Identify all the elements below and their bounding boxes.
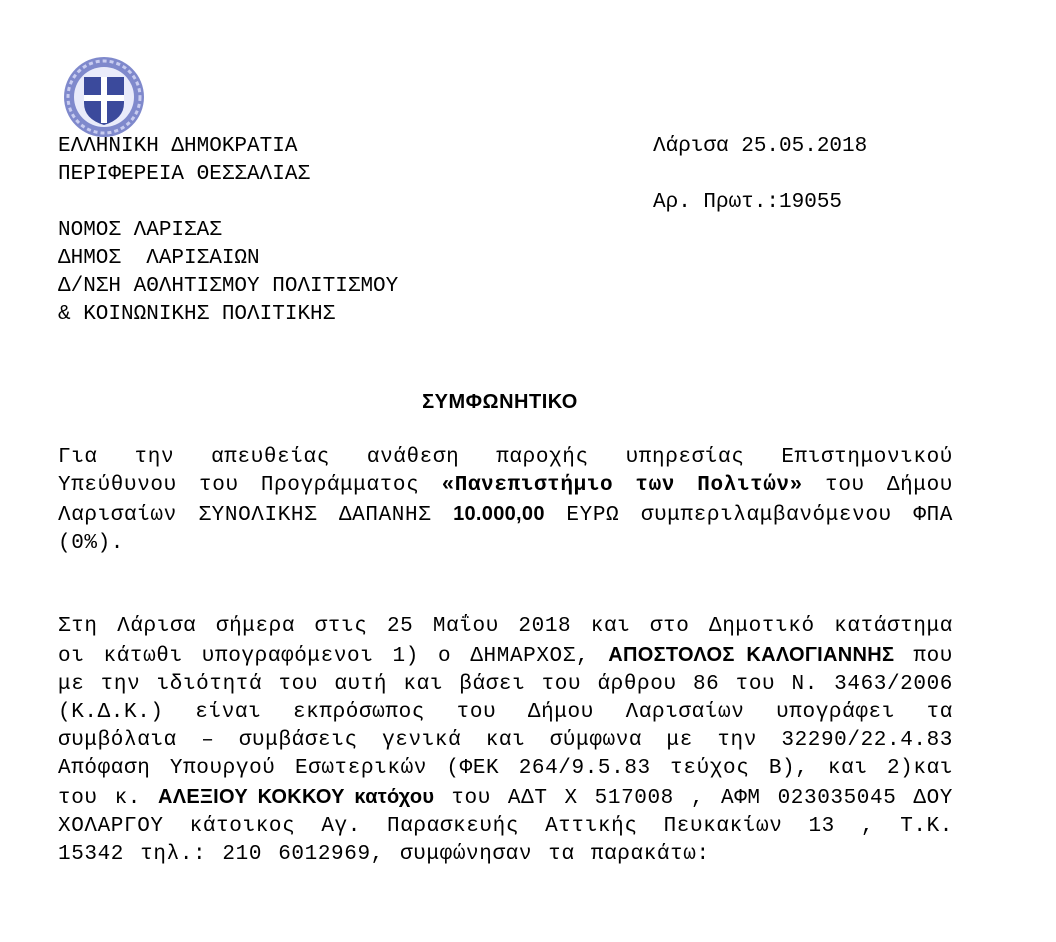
body-text-3: του ΑΔΤ Χ 517008 , ΑΦΜ 023035045 ΔΟΥ ΧΟΛΑΡΓΟΥ κάτοικος Αγ. Παρασκευής Αττικής Πευκακίων 13 , Τ.Κ. 15342 τηλ.: 210 6012969, συμφώνησαν τα παρακάτω: [58, 787, 953, 866]
contractor-name: ΑΛΕΞΙΟΥ ΚΟΚΚΟΥ κατόχου [157, 786, 435, 808]
coat-of-arms-icon [62, 55, 146, 139]
issuer-line-2: ΠΕΡΙΦΕΡΕΙΑ ΘΕΣΣΑΛΙΑΣ [58, 163, 311, 186]
body-text-1: Στη Λάρισα σήμερα στις 25 Μαΐου 2018 και στο Δημοτικό κατάστημα οι κάτωθι υπογραφόμενοι 1) ο ΔΗΜΑΡΧΟΣ, [58, 615, 953, 668]
protocol-number: Αρ. Πρωτ.:19055 [653, 191, 843, 214]
document-title: ΣΥΜΦΩΝΗΤΙΚΟ [422, 391, 578, 413]
body-paragraph [58, 613, 953, 869]
intro-text-1: Για την απευθείας ανάθεση παροχής υπηρεσίας Επιστημονικού Υπεύθυνου του Προγράμματος [58, 446, 953, 497]
program-name: «Πανεπιστήμιο των Πολιτών» [441, 474, 803, 497]
body-text-2: που με την ιδιότητά του αυτή και βάσει του άρθρου 86 του Ν. 3463/2006 (Κ.Δ.Κ.) είναι εκπρόσωπος του Δήμου Λαρισαίων υπογράφει τα συμβόλαια – συμβάσεις γενικά και σύμφωνα με την 32290/22.4.83 Απόφαση Υπουργού Εσωτερικών (ΦΕΚ 264/9.5.83 τεύχος Β), και 2)και του κ. [58, 645, 953, 810]
intro-paragraph [58, 444, 953, 558]
mayor-name: ΑΠΟΣΤΟΛΟΣ ΚΑΛΟΓΙΑΝΝΗΣ [608, 644, 895, 666]
issuer-line-1: ΕΛΛΗΝΙΚΗ ΔΗΜΟΚΡΑΤΙΑ [58, 135, 298, 158]
issuer-line-3: ΝΟΜΟΣ ΛΑΡΙΣΑΣ [58, 219, 222, 242]
intro-text-2: του Δήμου Λαρισαίων ΣΥΝΟΛΙΚΗΣ ΔΑΠΑΝΗΣ [58, 474, 953, 527]
issuer-line-5: Δ/ΝΣΗ ΑΘΛΗΤΙΣΜΟΥ ΠΟΛΙΤΙΣΜΟΥ [58, 275, 399, 298]
total-amount: 10.000,00 [453, 503, 545, 525]
issuer-line-6: & ΚΟΙΝΩΝΙΚΗΣ ΠΟΛΙΤΙΚΗΣ [58, 303, 336, 326]
place-date: Λάρισα 25.05.2018 [653, 135, 868, 158]
intro-text-3: ΕΥΡΩ συμπεριλαμβανόμενου ΦΠΑ (0%). [58, 504, 953, 555]
issuer-line-4: ΔΗΜΟΣ ΛΑΡΙΣΑΙΩΝ [58, 247, 260, 270]
